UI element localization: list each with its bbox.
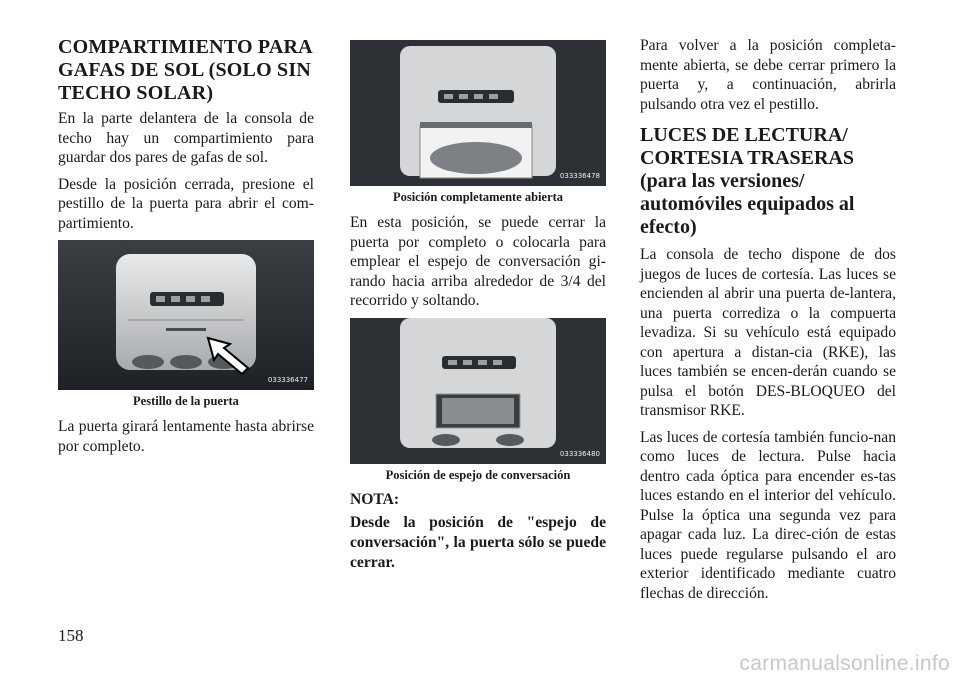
figure-caption: Pestillo de la puerta — [133, 394, 239, 408]
paragraph: Desde la posición cerrada, presione el pestillo de la puerta para abrir el com-partimiento. — [58, 175, 314, 232]
console-open-illustration — [350, 40, 606, 186]
figure-caption: Posición de espejo de conversación — [385, 467, 571, 482]
page-number: 158 — [58, 626, 84, 645]
section-heading-reading-lights: LUCES DE LECTURA/ CORTESIA TRASERAS (para las versiones/ automóviles equipados al efecto) — [640, 124, 855, 238]
paragraph: La consola de techo dispone de dos juegos de luces de cortesía. Las luces se encienden al abrir una puerta de-lantera, una puerta corrediza o la compuerta levadiza. Si su vehículo está equipado con apertura a distan-cia (RKE), las luces también se encen-derán cuando se pulsa el botón DES-BLOQUEO del transmisor RKE. — [640, 246, 896, 419]
figure-code: 033336477 — [267, 376, 308, 384]
console-mirror-illustration — [350, 318, 606, 464]
figure-code: 033336478 — [559, 172, 600, 180]
section-heading-sunglasses: COMPARTIMIENTO PARA GAFAS DE SOL (SOLO SIN TECHO SOLAR) — [58, 36, 312, 104]
column-middle — [350, 40, 606, 573]
column-left — [58, 36, 314, 463]
figure-caption: Posición completamente abierta — [392, 190, 564, 204]
console-illustration — [58, 240, 314, 390]
paragraph: Para volver a la posición completa-mente abierta, se debe cerrar primero la puerta y, a continuación, abrirla pulsando otra vez el pestillo. — [640, 37, 896, 113]
paragraph: En esta posición, se puede cerrar la puerta por completo o colocarla para emplear el espejo de conversación gi-rando hacia arriba alrededor de 3/4 del recorrido y soltando. — [350, 214, 606, 309]
figure-code: 033336480 — [559, 449, 600, 458]
photo-fully-open — [350, 40, 606, 186]
paragraph: Las luces de cortesía también funcio-nan como luces de lectura. Pulse hacia dentro cada óptica para encender es-tas luces estando en el interior del vehículo. Pulse la óptica una segunda vez para apagar cada luz. La direc-ción de estas luces puede regularse pulsando el aro exterior identificado mediante cuatro flechas de dirección. — [640, 428, 896, 602]
photo-door-latch — [58, 240, 314, 390]
note-body: Desde la posición de "espejo de conversación", la puerta sólo se puede cerrar. — [350, 513, 606, 571]
note-title: NOTA: — [350, 490, 400, 508]
watermark: carmanualsonline.info — [739, 652, 950, 675]
column-right — [640, 36, 896, 610]
photo-conversation-mirror — [350, 318, 606, 464]
paragraph: La puerta girará lentamente hasta abrirse por completo. — [58, 418, 314, 455]
paragraph: En la parte delantera de la consola de techo hay un compartimiento para guardar dos pares de gafas de sol. — [58, 110, 314, 166]
